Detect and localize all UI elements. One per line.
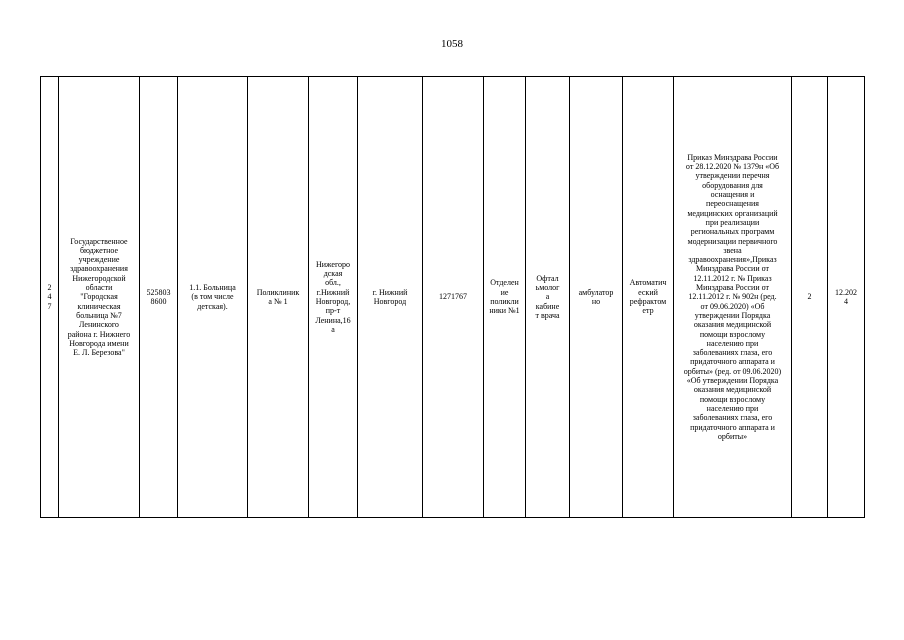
- care-type-cell: амбулатор но: [570, 77, 623, 518]
- equipment-cell: Автоматич еский рефрактом етр: [623, 77, 674, 518]
- subdivision-cell: Поликлиник а № 1: [248, 77, 309, 518]
- regulation-cell: Приказ Минздрава России от 28.12.2020 № 1379н «Об утверждении перечня оборудования для оснащения и переоснащения медицинских организаций при реализации региональных программ модернизации первичного звена здравоохранения»,Приказ Минздрава России от 12.11.2012 г. № Приказ Минздрава России от 12.11.2012 г. № 902н (ред. от 09.06.2020) «Об утверждении Порядка оказания медицинской помощи взрослому населению при заболеваниях глаза, его придаточного аппарата и орбиты» (ред. от 09.06.2020) «Об утверждении Порядка оказания медицинской помощи взрослому населению при заболеваниях глаза, его придаточного аппарата и орбиты»: [674, 77, 792, 518]
- cabinet-cell: Офтал ьмолог а кабине т врача: [526, 77, 570, 518]
- city-cell: г. Нижний Новгород: [358, 77, 423, 518]
- department-cell: Отделен ие поликли ники №1: [484, 77, 526, 518]
- page-number: 1058: [441, 38, 463, 50]
- equipment-table: [40, 76, 865, 518]
- organization-cell: Государственное бюджетное учреждение здравоохранения Нижегородской области "Городская клиническая больница №7 Ленинского района г. Нижнего Новгорода имени Е. Л. Березова": [59, 77, 140, 518]
- quantity-cell: 2: [792, 77, 828, 518]
- address-cell: Нижегоро дская обл., г.Нижний Новгород, пр-т Ленина,16 а: [309, 77, 358, 518]
- table-row: [41, 77, 865, 518]
- date-cell: 12.202 4: [828, 77, 865, 518]
- facility-type-cell: 1.1. Больница (в том числе детская).: [178, 77, 248, 518]
- code-cell: 1271767: [423, 77, 484, 518]
- row-index-cell: 2 4 7: [41, 77, 59, 518]
- inn-cell: 525803 8600: [140, 77, 178, 518]
